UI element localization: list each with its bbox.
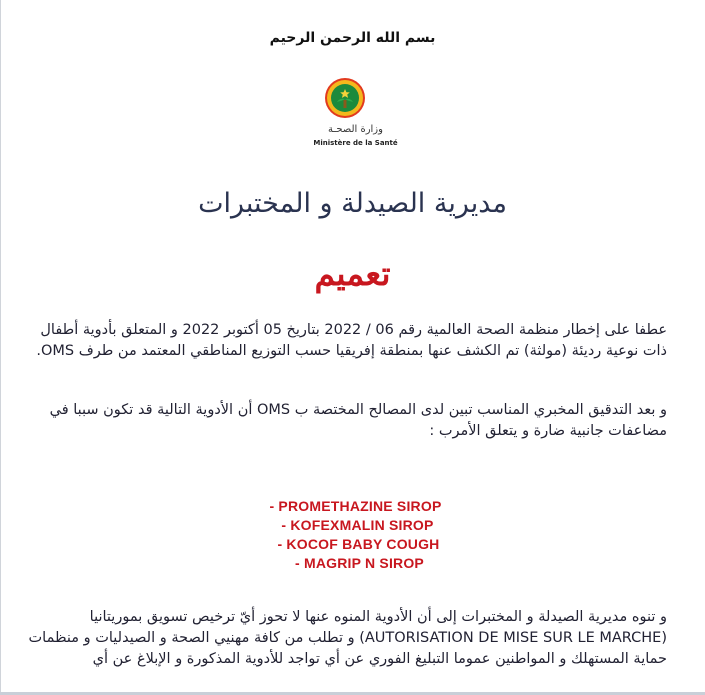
drug-item: - MAGRIP N SIROP <box>295 555 424 571</box>
ministry-emblem-icon <box>324 77 366 119</box>
department-title: مديرية الصيدلة و المختبرات <box>198 188 507 219</box>
circular-title: تعميم <box>314 254 391 293</box>
basmala: بسم الله الرحمن الرحيم <box>269 30 436 46</box>
drug-item: - PROMETHAZINE SIROP <box>269 498 442 514</box>
paragraph-lab-verification: و بعد التدقيق المخبري المناسب تبين لدى المصالح المختصة ب OMS أن الأدوية التالية قد تكون سببا في مضاعفات جانبية ضارة و يتعلق الأمرب : <box>49 402 667 439</box>
page-edge <box>0 0 1 695</box>
paragraph-notice: و تنوه مديرية الصيدلة و المختبرات إلى أن الأدوية المنوه عنها لا تحوز أيّ ترخيص تسويق بموريتانيا (AUTORISATION DE MISE SUR LE MARCHE) و تطلب من كافة مهنيي الصحة و الصيدليات و منظمات حماية المستهلك و المواطنين عموما التبليغ الفوري عن أي تواجد للأدوية المذكورة و الإبلاغ عن أي <box>28 609 667 667</box>
ministry-name-french: Ministère de la Santé <box>313 139 398 147</box>
drug-item: - KOCOF BABY COUGH <box>277 536 440 552</box>
ministry-name-arabic: وزارة الصحـة <box>328 124 383 135</box>
drug-list <box>0 497 705 573</box>
paragraph-who-alert: عطفا على إخطار منظمة الصحة العالمية رقم 06 / 2022 بتاريخ 05 أكتوبر 2022 و المتعلق بأدوية أطفال ذات نوعية رديئة (مولثة) تم الكشف عنها بمنطقة إفريقيا حسب التوزيع المناطقي المعتمد من طرف OMS. <box>36 322 667 359</box>
drug-item: - KOFEXMALIN SIROP <box>281 517 434 533</box>
